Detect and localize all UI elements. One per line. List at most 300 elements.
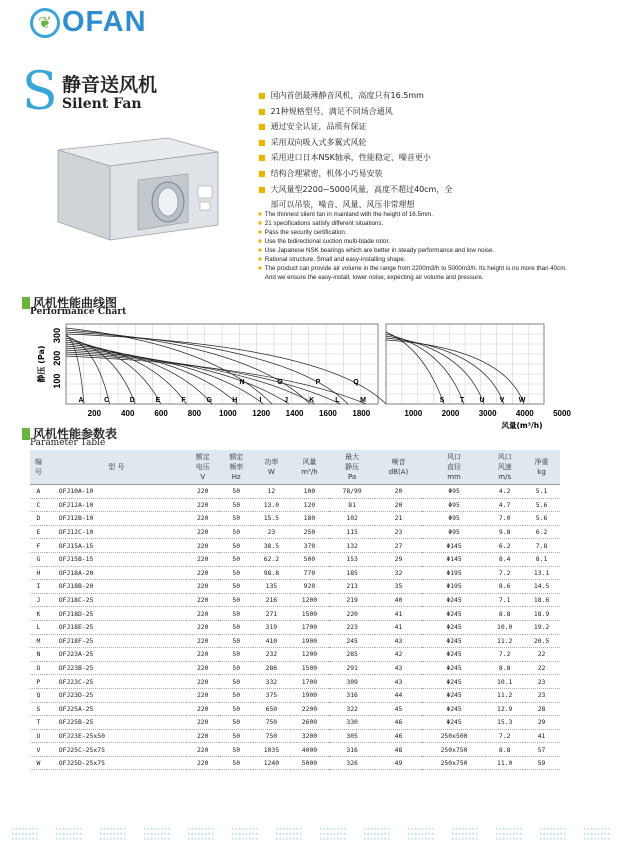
curve-label: T xyxy=(459,397,465,404)
decor-dot xyxy=(503,833,505,835)
decor-dot xyxy=(411,833,413,835)
decor-dot xyxy=(124,833,126,835)
decor-dot xyxy=(188,838,190,840)
decor-dot xyxy=(239,833,241,835)
decor-dot xyxy=(462,828,464,830)
table-cell: 50 xyxy=(219,688,253,702)
table-cell: 6.2 xyxy=(523,525,560,539)
decor-dot xyxy=(296,828,298,830)
decor-dot xyxy=(36,833,38,835)
decor-dot xyxy=(550,838,552,840)
table-cell: Φ245 xyxy=(422,675,486,689)
decor-dot xyxy=(114,828,116,830)
curve-label: E xyxy=(155,397,161,404)
table-row xyxy=(30,661,560,675)
table-cell: 57 xyxy=(523,743,560,757)
decor-dot xyxy=(496,828,498,830)
decor-dot xyxy=(103,838,105,840)
decorative-dot-band xyxy=(0,822,627,848)
decor-dot xyxy=(232,833,234,835)
table-cell: 250 xyxy=(290,525,329,539)
table-cell: 153 xyxy=(329,552,375,566)
decor-dot xyxy=(462,833,464,835)
decor-dot xyxy=(70,833,72,835)
table-cell: V xyxy=(30,743,47,757)
table-cell: Φ95 xyxy=(422,512,486,526)
decor-dot xyxy=(239,828,241,830)
table-cell: 219 xyxy=(329,593,375,607)
decor-dot xyxy=(300,833,302,835)
table-cell: 4.7 xyxy=(486,498,523,512)
decor-dot xyxy=(242,828,244,830)
decor-dot xyxy=(276,828,278,830)
decor-dot xyxy=(608,833,610,835)
decor-dot xyxy=(195,828,197,830)
table-cell: OFJ23E-25x50 xyxy=(47,729,186,743)
table-cell: Φ95 xyxy=(422,525,486,539)
decor-dot xyxy=(286,833,288,835)
table-cell: 32 xyxy=(375,566,422,580)
decor-dot xyxy=(286,828,288,830)
table-cell: D xyxy=(30,512,47,526)
table-cell: 102 xyxy=(329,512,375,526)
curve-label: V xyxy=(499,397,505,404)
decor-dot xyxy=(367,838,369,840)
decor-dot xyxy=(340,828,342,830)
table-cell: 180 xyxy=(290,512,329,526)
list-item: ■ The product can provide air volume in the range from 2200m3/h to 5000m3/h. Its height is no more than 40cm. And we ensure the easy-install, lower noise, expecting air volume and pressure. xyxy=(258,265,568,281)
table-cell: OFJ18A-20 xyxy=(47,566,186,580)
decor-dot xyxy=(117,828,119,830)
decor-dot xyxy=(208,838,210,840)
table-cell: 330 xyxy=(329,716,375,730)
decor-dot xyxy=(36,828,38,830)
decor-dot xyxy=(557,833,559,835)
decor-dot xyxy=(56,828,58,830)
table-row xyxy=(30,620,560,634)
decor-dot xyxy=(476,828,478,830)
table-cell: 50 xyxy=(219,539,253,553)
table-cell: 50 xyxy=(219,580,253,594)
decor-dot xyxy=(202,838,204,840)
decor-dot xyxy=(76,833,78,835)
decor-dot xyxy=(168,833,170,835)
curve-label: P xyxy=(315,379,321,386)
table-row xyxy=(30,485,560,499)
decor-dot xyxy=(510,833,512,835)
curve-line xyxy=(66,348,263,404)
decor-dot xyxy=(107,838,109,840)
decor-dot xyxy=(594,828,596,830)
decor-dot xyxy=(428,838,430,840)
decor-dot xyxy=(334,833,336,835)
decor-dot xyxy=(279,833,281,835)
decor-dot xyxy=(371,838,373,840)
table-cell: 5.1 xyxy=(523,485,560,499)
decor-dot xyxy=(283,828,285,830)
decor-dot xyxy=(547,833,549,835)
table-cell: 46 xyxy=(375,716,422,730)
decor-dot xyxy=(411,838,413,840)
table-cell: O xyxy=(30,661,47,675)
table-cell: 50 xyxy=(219,756,253,770)
decor-dot xyxy=(601,833,603,835)
decor-dot xyxy=(547,838,549,840)
table-cell: 1900 xyxy=(290,634,329,648)
decor-dot xyxy=(73,838,75,840)
table-cell: 15.3 xyxy=(486,716,523,730)
decor-dot xyxy=(63,838,65,840)
table-cell: OFJ18E-25 xyxy=(47,620,186,634)
table-row xyxy=(30,498,560,512)
decor-dot xyxy=(564,828,566,830)
table-header-cell: 额定 电压 V xyxy=(186,450,220,485)
table-cell: 81 xyxy=(329,498,375,512)
decor-dot xyxy=(415,833,417,835)
table-cell: G xyxy=(30,552,47,566)
decor-dot xyxy=(202,828,204,830)
decor-dot xyxy=(459,833,461,835)
table-cell: 8.8 xyxy=(486,661,523,675)
decor-dot xyxy=(608,828,610,830)
table-cell: 50 xyxy=(219,552,253,566)
decor-dot xyxy=(296,838,298,840)
decor-dot xyxy=(476,838,478,840)
x-tick-label: 4000 xyxy=(515,409,534,418)
table-cell: 59 xyxy=(523,756,560,770)
x-axis-label: 风量(m³/h) xyxy=(501,421,543,430)
decor-dot xyxy=(168,838,170,840)
decor-dot xyxy=(584,833,586,835)
table-cell: 220 xyxy=(186,485,220,499)
table-cell: 213 xyxy=(329,580,375,594)
x-tick-label: 200 xyxy=(87,409,102,418)
table-cell: 42 xyxy=(375,648,422,662)
table-cell: 322 xyxy=(329,702,375,716)
table-cell: 50 xyxy=(219,648,253,662)
table-cell: W xyxy=(30,756,47,770)
table-cell: 250x750 xyxy=(422,743,486,757)
decor-dot xyxy=(510,828,512,830)
decor-dot xyxy=(408,828,410,830)
curve-label: I xyxy=(259,397,262,404)
table-row xyxy=(30,607,560,621)
decor-dot xyxy=(452,838,454,840)
leaf-icon: ❦ xyxy=(30,8,60,38)
decor-dot xyxy=(543,838,545,840)
curve-label: H xyxy=(232,397,238,404)
decor-dot xyxy=(344,833,346,835)
decor-dot xyxy=(80,828,82,830)
decor-dot xyxy=(554,828,556,830)
decor-dot xyxy=(452,833,454,835)
decor-dot xyxy=(293,828,295,830)
table-cell: 220 xyxy=(186,729,220,743)
table-row xyxy=(30,580,560,594)
decor-dot xyxy=(246,828,248,830)
table-cell: S xyxy=(30,702,47,716)
decor-dot xyxy=(554,833,556,835)
decor-dot xyxy=(601,828,603,830)
table-cell: 100 xyxy=(290,485,329,499)
decor-dot xyxy=(327,833,329,835)
decor-dot xyxy=(388,828,390,830)
decor-dot xyxy=(560,838,562,840)
table-cell: 8.8 xyxy=(486,607,523,621)
decor-dot xyxy=(290,828,292,830)
table-cell: T xyxy=(30,716,47,730)
decor-dot xyxy=(587,833,589,835)
table-row xyxy=(30,512,560,526)
table-cell: 50 xyxy=(219,634,253,648)
curve-label: D xyxy=(129,397,135,404)
table-header-cell: 额定 频率 Hz xyxy=(219,450,253,485)
decor-dot xyxy=(100,828,102,830)
table-cell: 245 xyxy=(329,634,375,648)
table-cell: OFJ12B-10 xyxy=(47,512,186,526)
table-row xyxy=(30,566,560,580)
decor-dot xyxy=(513,838,515,840)
table-cell: 332 xyxy=(253,675,290,689)
table-cell: 7.1 xyxy=(486,593,523,607)
table-cell: 78/99 xyxy=(329,485,375,499)
y-tick-label: 100 xyxy=(52,373,62,389)
decor-dot xyxy=(66,838,68,840)
table-cell: N xyxy=(30,648,47,662)
decor-dot xyxy=(110,838,112,840)
decor-dot xyxy=(107,833,109,835)
decor-dot xyxy=(432,828,434,830)
table-cell: 220 xyxy=(186,675,220,689)
decor-dot xyxy=(323,833,325,835)
decor-dot xyxy=(337,833,339,835)
decor-dot xyxy=(232,838,234,840)
table-cell: 19.2 xyxy=(523,620,560,634)
list-item: ■ 采用双向吸入式多翼式风轮 xyxy=(258,137,367,147)
table-cell: OFJ18B-20 xyxy=(47,580,186,594)
decor-dot xyxy=(29,838,31,840)
decor-dot xyxy=(164,833,166,835)
curve-line xyxy=(66,336,110,404)
x-tick-label: 400 xyxy=(121,409,135,418)
table-cell: 41 xyxy=(375,607,422,621)
table-cell: 305 xyxy=(329,729,375,743)
table-cell: 38.5 xyxy=(253,539,290,553)
table-cell: Φ245 xyxy=(422,716,486,730)
decor-dot xyxy=(344,828,346,830)
table-cell: 29 xyxy=(523,716,560,730)
table-cell: 50 xyxy=(219,702,253,716)
curve-label: M xyxy=(360,397,366,404)
decor-dot xyxy=(469,828,471,830)
table-header-cell: 风量 m³/h xyxy=(290,450,329,485)
table-cell: 220 xyxy=(186,512,220,526)
table-cell: 220 xyxy=(186,716,220,730)
decor-dot xyxy=(513,833,515,835)
table-cell: 220 xyxy=(186,498,220,512)
table-cell: 48 xyxy=(375,743,422,757)
table-cell: 370 xyxy=(290,539,329,553)
table-cell: OFJ18F-25 xyxy=(47,634,186,648)
brand-name: OFAN xyxy=(62,6,147,38)
decor-dot xyxy=(516,828,518,830)
decor-dot xyxy=(320,838,322,840)
table-cell: OFJ23B-25 xyxy=(47,661,186,675)
table-cell: 291 xyxy=(329,661,375,675)
table-cell: 132 xyxy=(329,539,375,553)
table-cell: 98.8 xyxy=(253,566,290,580)
table-cell: 50 xyxy=(219,607,253,621)
decor-dot xyxy=(499,838,501,840)
decor-dot xyxy=(540,838,542,840)
decor-dot xyxy=(279,838,281,840)
list-item: ■ 大风量型2200~5000风量，高度不超过40cm，全部可以吊装，噪音、风量、风压非常理想 xyxy=(258,184,453,210)
table-cell: 15.5 xyxy=(253,512,290,526)
decor-dot xyxy=(459,828,461,830)
table-cell: Φ245 xyxy=(422,607,486,621)
decor-dot xyxy=(455,838,457,840)
table-cell: U xyxy=(30,729,47,743)
decor-dot xyxy=(591,828,593,830)
brand-logo xyxy=(30,6,147,39)
decor-dot xyxy=(334,828,336,830)
decor-dot xyxy=(540,828,542,830)
table-cell: 326 xyxy=(329,756,375,770)
curve-label: W xyxy=(518,397,526,404)
decor-dot xyxy=(110,833,112,835)
product-title-en: Silent Fan xyxy=(62,96,142,112)
decor-dot xyxy=(198,833,200,835)
table-cell: 1200 xyxy=(290,593,329,607)
table-row xyxy=(30,634,560,648)
decor-dot xyxy=(114,838,116,840)
table-cell: OFJ23A-25 xyxy=(47,648,186,662)
decor-dot xyxy=(252,833,254,835)
x-tick-label: 1000 xyxy=(218,409,237,418)
table-cell: 220 xyxy=(186,648,220,662)
table-cell: 223 xyxy=(329,620,375,634)
table-cell: OFJ15A-15 xyxy=(47,539,186,553)
decor-dot xyxy=(208,828,210,830)
decor-dot xyxy=(381,828,383,830)
curve-label: C xyxy=(104,397,110,404)
table-cell: 11.2 xyxy=(486,634,523,648)
decor-dot xyxy=(59,838,61,840)
list-item: ■ Use the bidirectional suction multi-blade rotor. xyxy=(258,238,390,245)
decor-dot xyxy=(59,828,61,830)
decor-dot xyxy=(36,838,38,840)
table-cell: 20 xyxy=(375,498,422,512)
table-cell: 285 xyxy=(329,648,375,662)
decor-dot xyxy=(235,838,237,840)
table-cell: 216 xyxy=(253,593,290,607)
curve-label: U xyxy=(479,397,485,404)
decor-dot xyxy=(29,828,31,830)
decor-dot xyxy=(367,828,369,830)
performance-subtitle: Performance Chart xyxy=(30,307,127,317)
table-cell: 11.0 xyxy=(486,756,523,770)
table-cell: 40 xyxy=(375,593,422,607)
decor-dot xyxy=(506,838,508,840)
decor-dot xyxy=(520,833,522,835)
x-tick-label: 2000 xyxy=(441,409,460,418)
decor-dot xyxy=(144,838,146,840)
table-cell: 50 xyxy=(219,498,253,512)
section-marker xyxy=(22,428,30,440)
fan-product-image xyxy=(48,130,228,255)
decor-dot xyxy=(540,833,542,835)
list-item: ■ 通过安全认证，品质有保证 xyxy=(258,122,367,132)
decor-dot xyxy=(422,838,424,840)
table-cell: J xyxy=(30,593,47,607)
table-cell: 6.2 xyxy=(486,539,523,553)
decor-dot xyxy=(466,838,468,840)
decor-dot xyxy=(256,828,258,830)
table-row xyxy=(30,743,560,757)
table-cell: Φ245 xyxy=(422,688,486,702)
table-cell: 23 xyxy=(375,525,422,539)
decor-dot xyxy=(151,833,153,835)
params-section-title: 风机性能参数表 xyxy=(22,425,117,442)
y-tick-label: 200 xyxy=(52,350,62,366)
decor-dot xyxy=(256,838,258,840)
table-cell: 13.0 xyxy=(253,498,290,512)
table-cell: 750 xyxy=(253,729,290,743)
decor-dot xyxy=(337,828,339,830)
decor-dot xyxy=(154,838,156,840)
decor-dot xyxy=(496,838,498,840)
curve-line xyxy=(66,330,310,404)
table-cell: OFJ25C-25x75 xyxy=(47,743,186,757)
decor-dot xyxy=(198,838,200,840)
table-cell: 44 xyxy=(375,688,422,702)
decor-dot xyxy=(66,833,68,835)
decor-dot xyxy=(496,833,498,835)
curve-label: A xyxy=(78,397,84,404)
table-cell: OFJ25A-25 xyxy=(47,702,186,716)
decor-dot xyxy=(388,833,390,835)
table-cell: 43 xyxy=(375,634,422,648)
decor-dot xyxy=(103,828,105,830)
decor-dot xyxy=(26,838,28,840)
decor-dot xyxy=(374,833,376,835)
decor-dot xyxy=(124,838,126,840)
features-en-list xyxy=(258,210,578,282)
table-cell: 18.9 xyxy=(523,607,560,621)
decor-dot xyxy=(195,838,197,840)
decor-dot xyxy=(290,833,292,835)
decor-dot xyxy=(371,833,373,835)
decor-dot xyxy=(242,833,244,835)
decor-dot xyxy=(147,838,149,840)
decor-dot xyxy=(378,828,380,830)
table-cell: 750 xyxy=(253,716,290,730)
decor-dot xyxy=(459,838,461,840)
decor-dot xyxy=(320,828,322,830)
performance-section-title: 风机性能曲线图 xyxy=(22,294,117,311)
table-cell: 7.2 xyxy=(486,566,523,580)
decor-dot xyxy=(147,828,149,830)
decor-dot xyxy=(543,828,545,830)
decor-dot xyxy=(56,838,58,840)
curve-label: K xyxy=(309,397,315,404)
table-cell: 5000 xyxy=(290,756,329,770)
decor-dot xyxy=(378,838,380,840)
table-cell: OFJ12A-10 xyxy=(47,498,186,512)
decor-dot xyxy=(428,828,430,830)
decor-dot xyxy=(188,828,190,830)
table-cell: K xyxy=(30,607,47,621)
